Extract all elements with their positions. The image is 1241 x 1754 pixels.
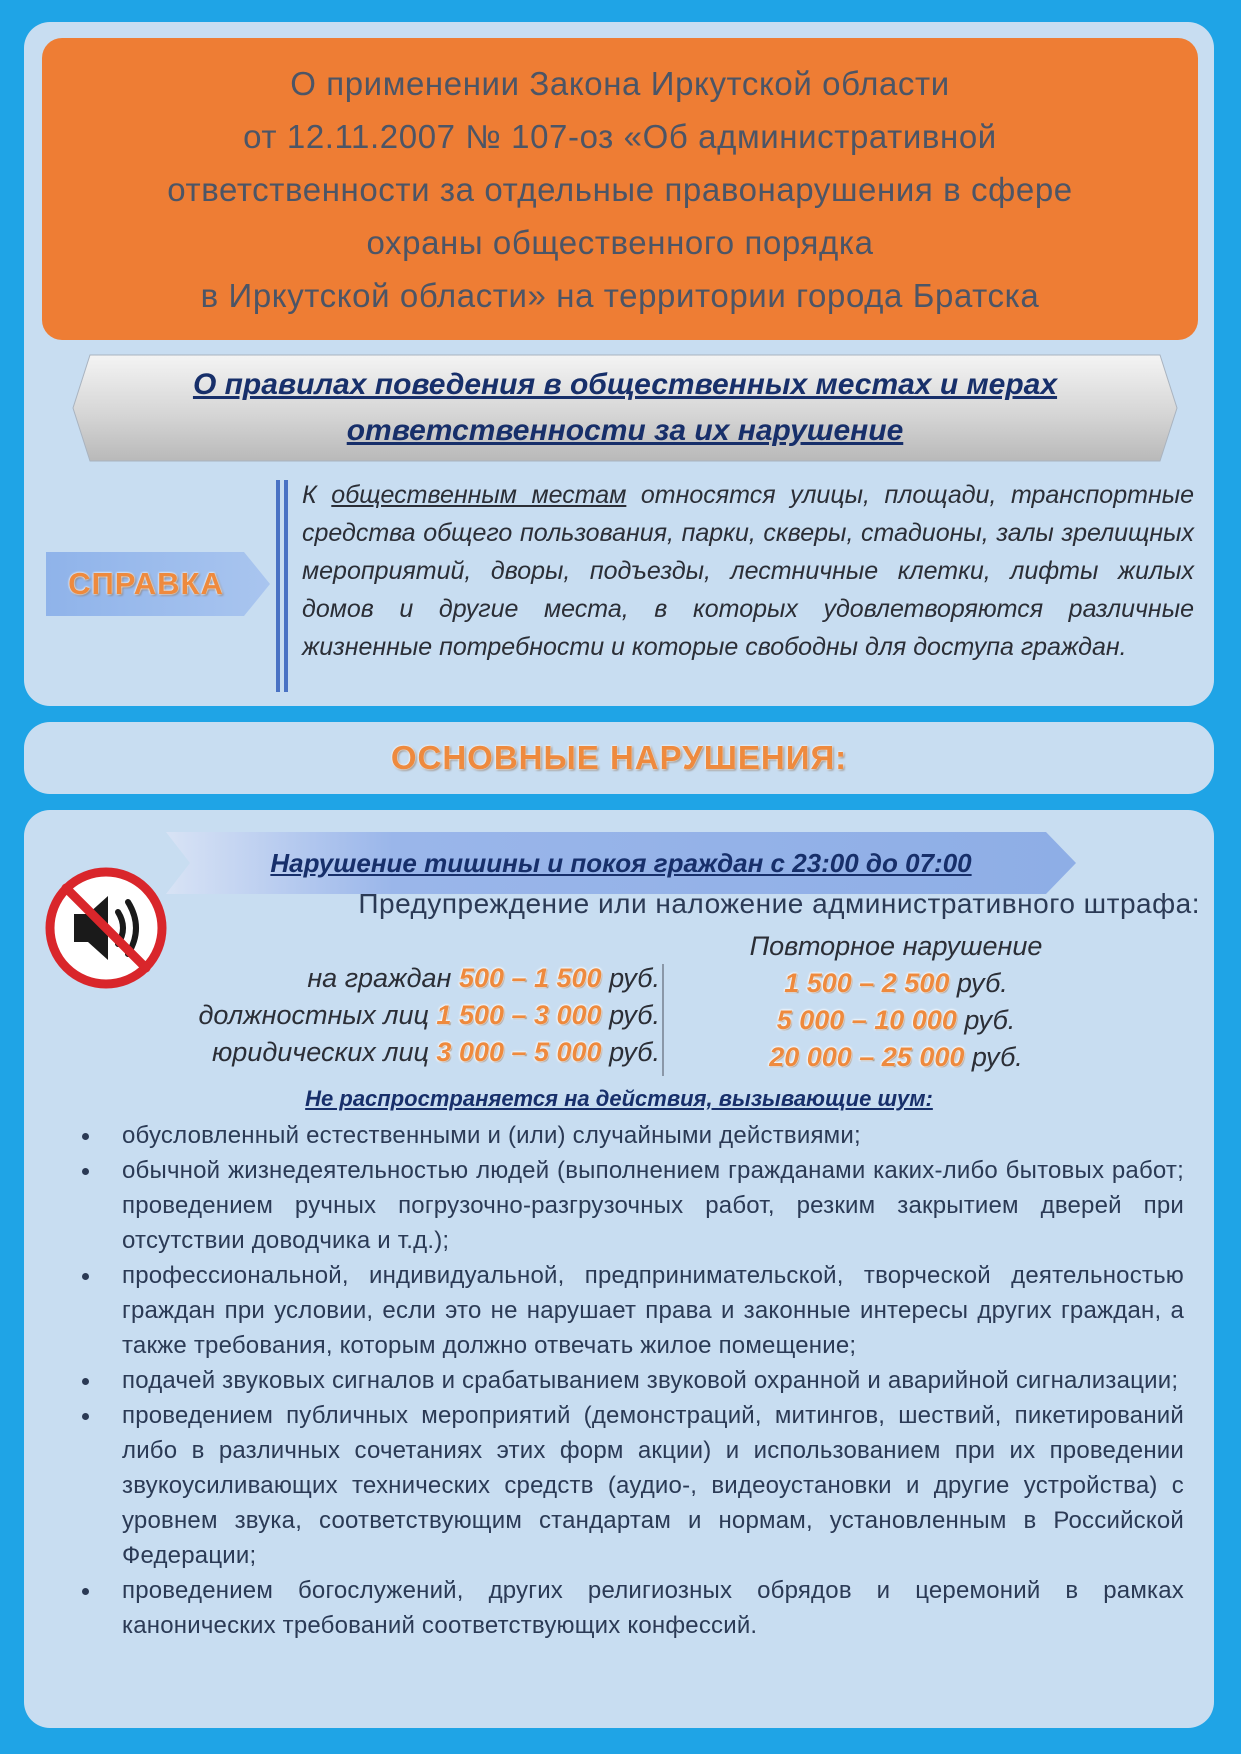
- list-item: [80, 1153, 1184, 1258]
- fine-unit: руб.: [956, 968, 1008, 998]
- spravka-label: СПРАВКА: [68, 566, 224, 601]
- spravka-tag: [46, 552, 270, 616]
- list-item-text: проведением публичных мероприятий (демонстраций, митингов, шествий, пикетирований либо в различных сочетаниях этих форм акции) и использованием при их проведении звукоусиливающих технических средств (аудио-, видеоустановки и другие устройства) с уровнем звука, соответствующим стандартам и нормам, установленным в Российской Федерации;: [122, 1402, 1184, 1569]
- bullet-icon: [82, 1168, 89, 1175]
- exclusions-list: [80, 1118, 1184, 1643]
- list-item: [80, 1573, 1184, 1643]
- fine-amount: 20 000 – 25 000: [769, 1042, 965, 1072]
- page-title: О применении Закона Иркутской области от 12.11.2007 № 107-оз «Об административной ответственности за отдельные правонарушения в сфере охраны общественного порядка в Иркутской области» на территории города Братска: [167, 64, 1073, 314]
- definition-divider: [276, 480, 280, 692]
- list-item: [80, 1118, 1184, 1153]
- fines-divider: [662, 964, 664, 1076]
- fine-amount: 5 000 – 10 000: [776, 1005, 957, 1035]
- definition-divider: [284, 480, 288, 692]
- repeat-row-citizens: [676, 965, 1116, 1002]
- repeat-row-legal-entities: [676, 1039, 1116, 1076]
- list-item-text: обусловленный естественными и (или) случайными действиями;: [122, 1122, 861, 1149]
- definition-rest: относятся улицы, площади, транспортные средства общего пользования, парки, скверы, стадионы, залы зрелищных мероприятий, дворы, подъезды, лестничные клетки, лифты жилых домов и другие места, в которых удовлетворяются различные жизненные потребности и которые свободны для доступа граждан.: [302, 481, 1194, 661]
- exclusions-heading: Не распространяется на действия, вызывающие шум:: [305, 1086, 933, 1111]
- fine-amount: 1 500 – 3 000: [436, 1000, 602, 1030]
- fine-row-citizens: [60, 960, 660, 997]
- definition-term: общественным местам: [331, 481, 627, 509]
- fine-label: на граждан: [307, 963, 452, 993]
- list-item-text: проведением богослужений, других религиозных обрядов и церемоний в рамках канонических требований соответствующих конфессий.: [122, 1577, 1184, 1639]
- fine-unit: руб.: [971, 1042, 1023, 1072]
- bullet-icon: [82, 1273, 89, 1280]
- public-places-definition: [302, 476, 1194, 666]
- list-item: [80, 1398, 1184, 1573]
- fine-amount: 1 500 – 2 500: [784, 968, 950, 998]
- repeat-title: Повторное нарушение: [749, 931, 1043, 961]
- rules-banner: [72, 354, 1178, 462]
- fine-unit: руб.: [609, 963, 660, 993]
- rules-banner-text: О правилах поведения в общественных местах и мерах ответственности за их нарушение: [192, 368, 1058, 447]
- fine-unit: руб.: [609, 1037, 660, 1067]
- list-item-text: подачей звуковых сигналов и срабатыванием звуковой охранной и аварийной сигнализации;: [122, 1367, 1179, 1394]
- violation-banner-text: Нарушение тишины и покоя граждан с 23:00 до 07:00: [270, 847, 972, 878]
- fine-row-officials: [60, 997, 660, 1034]
- fine-warning: Предупреждение или наложение административного штрафа:: [358, 888, 1200, 919]
- main-violations-heading: ОСНОВНЫЕ НАРУШЕНИЯ:: [390, 739, 848, 776]
- list-item-text: профессиональной, индивидуальной, предпринимательской, творческой деятельностью граждан при условии, если это не нарушает права и законные интересы других граждан, а также требования, которым должно отвечать жилое помещение;: [122, 1262, 1184, 1359]
- definition-prefix: К: [302, 481, 317, 509]
- fine-unit: руб.: [609, 1000, 660, 1030]
- repeat-offence-fines: [676, 928, 1116, 1076]
- bullet-icon: [82, 1133, 89, 1140]
- repeat-row-officials: [676, 1002, 1116, 1039]
- fine-label: должностных лиц: [198, 1000, 429, 1030]
- fine-unit: руб.: [964, 1005, 1016, 1035]
- fine-row-legal-entities: [60, 1034, 660, 1071]
- fine-amount: 500 – 1 500: [458, 963, 602, 993]
- violation-banner: [166, 832, 1076, 894]
- title-box: [42, 38, 1198, 340]
- first-offence-fines: [60, 960, 660, 1071]
- list-item: [80, 1258, 1184, 1363]
- fine-amount: 3 000 – 5 000: [436, 1037, 602, 1067]
- list-item-text: обычной жизнедеятельностью людей (выполнением гражданами каких-либо бытовых работ; проведением ручных погрузочно-разгрузочных работ, резким закрытием дверей при отсутствии доводчика и т.д.);: [122, 1157, 1184, 1254]
- bullet-icon: [82, 1378, 89, 1385]
- list-item: [80, 1363, 1184, 1398]
- bullet-icon: [82, 1413, 89, 1420]
- fine-label: юридических лиц: [211, 1037, 429, 1067]
- bullet-icon: [82, 1588, 89, 1595]
